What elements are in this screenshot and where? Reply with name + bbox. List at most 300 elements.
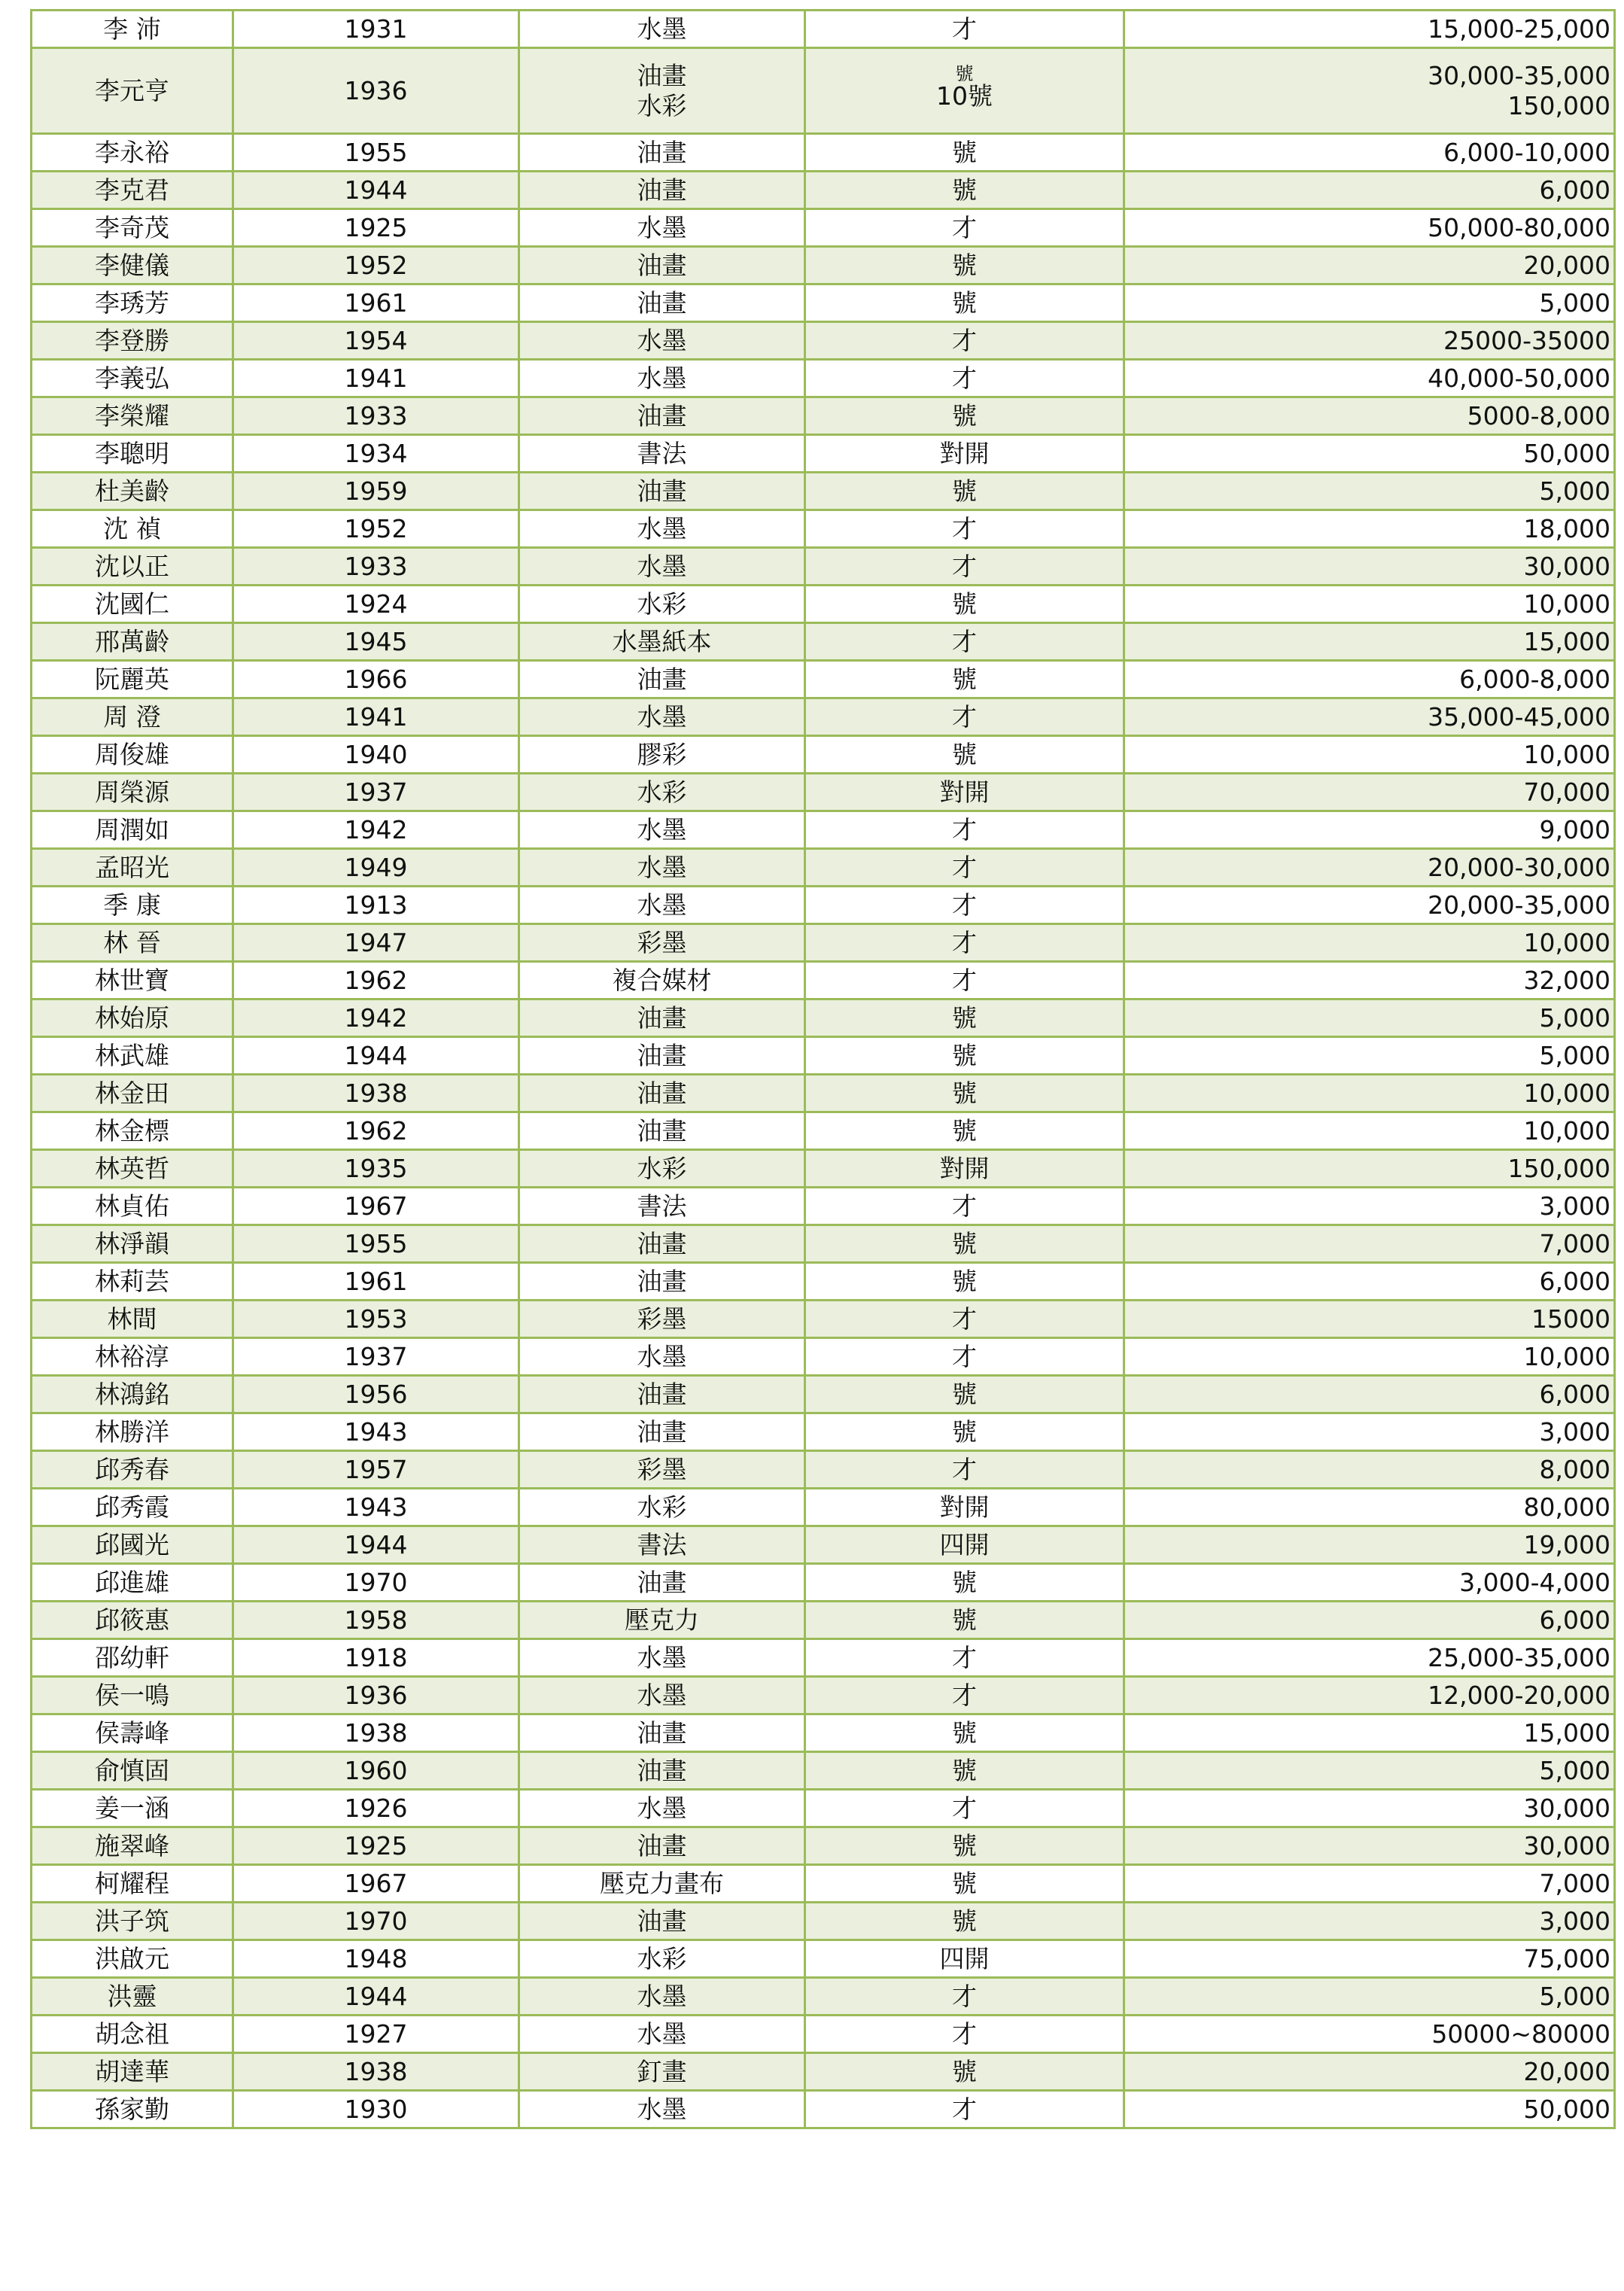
birth-year-cell: 1962	[233, 962, 519, 999]
unit-text: 才	[952, 814, 977, 844]
price-cell	[1124, 172, 1615, 209]
unit-text: 才	[952, 1680, 977, 1710]
birth-year-cell: 1931	[233, 11, 519, 48]
birth-year-cell: 1918	[233, 1639, 519, 1677]
unit-cell	[805, 360, 1124, 397]
medium-text: 油畫	[637, 1567, 687, 1597]
price-text: 30,000-35,000	[1428, 60, 1610, 90]
artist-name-cell: 李健儀	[32, 247, 233, 284]
unit-text: 號	[952, 1003, 977, 1033]
artist-name-cell: 邱筱惠	[32, 1602, 233, 1639]
price-text: 6,000	[1539, 1266, 1610, 1296]
price-cell	[1124, 1602, 1615, 1639]
medium-text: 水墨	[637, 551, 687, 581]
artist-name-cell: 李榮耀	[32, 397, 233, 435]
price-text: 3,000	[1539, 1416, 1610, 1447]
table-row	[32, 736, 1615, 774]
medium-cell	[519, 1112, 805, 1150]
unit-cell	[805, 1075, 1124, 1112]
medium-cell	[519, 1903, 805, 1940]
medium-text: 水彩	[637, 90, 687, 120]
price-cell	[1124, 473, 1615, 510]
artist-name-cell: 沈以正	[32, 548, 233, 586]
table-row	[32, 1301, 1615, 1338]
medium-cell	[519, 1338, 805, 1376]
table-row	[32, 623, 1615, 661]
artist-name-cell: 周俊雄	[32, 736, 233, 774]
unit-text: 對開	[939, 777, 990, 807]
medium-cell	[519, 1714, 805, 1752]
medium-cell	[519, 1037, 805, 1075]
medium-cell	[519, 698, 805, 736]
price-cell	[1124, 1263, 1615, 1301]
medium-text: 油畫	[637, 1830, 687, 1860]
price-text: 20,000	[1523, 2056, 1610, 2086]
unit-cell	[805, 1263, 1124, 1301]
unit-text: 號	[952, 1379, 977, 1409]
medium-text: 水墨	[637, 212, 687, 242]
price-text: 5,000	[1539, 1040, 1610, 1070]
medium-text: 彩墨	[637, 927, 687, 957]
medium-cell	[519, 1752, 805, 1790]
medium-text: 油畫	[637, 175, 687, 205]
medium-text: 油畫	[637, 1228, 687, 1258]
price-text: 12,000-20,000	[1428, 1680, 1610, 1710]
unit-cell	[805, 548, 1124, 586]
medium-cell	[519, 1376, 805, 1413]
birth-year-cell: 1953	[233, 1301, 519, 1338]
artist-name-cell: 邢萬齡	[32, 623, 233, 661]
medium-text: 油畫	[637, 288, 687, 318]
medium-text: 油畫	[637, 476, 687, 506]
price-text: 6,000-8,000	[1459, 664, 1610, 694]
unit-cell	[805, 736, 1124, 774]
unit-text: 號	[952, 1830, 977, 1860]
birth-year-cell: 1943	[233, 1489, 519, 1526]
birth-year-cell: 1943	[233, 1413, 519, 1451]
medium-cell	[519, 1677, 805, 1714]
artist-name-cell: 胡達華	[32, 2053, 233, 2091]
medium-cell	[519, 1489, 805, 1526]
unit-text: 才	[952, 852, 977, 882]
unit-cell	[805, 1301, 1124, 1338]
unit-cell	[805, 134, 1124, 172]
medium-text: 油畫	[637, 137, 687, 167]
artist-name-cell: 沈國仁	[32, 586, 233, 623]
birth-year-cell: 1940	[233, 736, 519, 774]
artist-price-table	[30, 9, 1616, 2129]
unit-cell	[805, 661, 1124, 698]
artist-name-cell: 邱秀霞	[32, 1489, 233, 1526]
price-cell	[1124, 849, 1615, 887]
table-row	[32, 360, 1615, 397]
artist-name-cell: 林 晉	[32, 924, 233, 962]
artist-name-cell: 邱國光	[32, 1526, 233, 1564]
unit-cell	[805, 1790, 1124, 1827]
price-cell	[1124, 1564, 1615, 1602]
medium-text: 水墨	[637, 701, 687, 732]
birth-year-cell: 1944	[233, 172, 519, 209]
medium-text: 水墨	[637, 1680, 687, 1710]
price-text: 20,000-35,000	[1428, 890, 1610, 920]
unit-cell	[805, 1338, 1124, 1376]
price-cell	[1124, 2053, 1615, 2091]
medium-cell	[519, 849, 805, 887]
table-row	[32, 962, 1615, 999]
table-row	[32, 1752, 1615, 1790]
birth-year-cell: 1944	[233, 1526, 519, 1564]
birth-year-cell: 1945	[233, 623, 519, 661]
birth-year-cell: 1936	[233, 1677, 519, 1714]
price-text: 70,000	[1523, 777, 1610, 807]
artist-name-cell: 施翠峰	[32, 1827, 233, 1865]
price-text: 30,000	[1523, 1793, 1610, 1823]
table-row	[32, 774, 1615, 811]
unit-text: 號	[952, 137, 977, 167]
price-text: 15,000-25,000	[1428, 14, 1610, 44]
price-cell	[1124, 322, 1615, 360]
unit-cell	[805, 1188, 1124, 1225]
table-row	[32, 1827, 1615, 1865]
birth-year-cell: 1941	[233, 698, 519, 736]
birth-year-cell: 1954	[233, 322, 519, 360]
artist-name-cell: 侯壽峰	[32, 1714, 233, 1752]
unit-cell	[805, 623, 1124, 661]
birth-year-cell: 1930	[233, 2091, 519, 2128]
medium-text: 油畫	[637, 1078, 687, 1108]
price-text: 15000	[1531, 1304, 1610, 1334]
price-text: 20,000	[1523, 250, 1610, 280]
medium-cell	[519, 1526, 805, 1564]
price-cell	[1124, 999, 1615, 1037]
unit-cell	[805, 11, 1124, 48]
medium-cell	[519, 134, 805, 172]
medium-cell	[519, 962, 805, 999]
table-row	[32, 284, 1615, 322]
unit-text: 號	[952, 589, 977, 619]
table-row	[32, 11, 1615, 48]
unit-text: 號	[952, 664, 977, 694]
unit-cell	[805, 849, 1124, 887]
price-cell	[1124, 623, 1615, 661]
table-row	[32, 924, 1615, 962]
unit-text: 號	[952, 1266, 977, 1296]
table-row	[32, 1677, 1615, 1714]
artist-name-cell: 阮麗英	[32, 661, 233, 698]
artist-name-cell: 林莉芸	[32, 1263, 233, 1301]
medium-text: 油畫	[637, 1906, 687, 1936]
artist-name-cell: 林間	[32, 1301, 233, 1338]
unit-cell	[805, 1602, 1124, 1639]
birth-year-cell: 1955	[233, 134, 519, 172]
unit-cell	[805, 209, 1124, 247]
price-text: 25000-35000	[1443, 325, 1610, 355]
medium-text: 油畫	[637, 1040, 687, 1070]
medium-text: 壓克力畫布	[600, 1868, 724, 1898]
table-row	[32, 134, 1615, 172]
unit-cell	[805, 1865, 1124, 1903]
price-text: 15,000	[1523, 626, 1610, 656]
unit-text: 號	[952, 1717, 977, 1748]
table-row	[32, 811, 1615, 849]
medium-text: 彩墨	[637, 1454, 687, 1484]
artist-name-cell: 洪子筑	[32, 1903, 233, 1940]
unit-text: 對開	[939, 1153, 990, 1183]
artist-name-cell: 林武雄	[32, 1037, 233, 1075]
price-cell	[1124, 698, 1615, 736]
price-cell	[1124, 1978, 1615, 2016]
price-cell	[1124, 1150, 1615, 1188]
price-text: 9,000	[1539, 814, 1610, 844]
price-cell	[1124, 247, 1615, 284]
artist-name-cell: 李登勝	[32, 322, 233, 360]
artist-name-cell: 林金標	[32, 1112, 233, 1150]
price-text: 25,000-35,000	[1428, 1642, 1610, 1672]
table-row	[32, 435, 1615, 473]
medium-cell	[519, 360, 805, 397]
medium-text: 油畫	[637, 664, 687, 694]
table-row	[32, 661, 1615, 698]
birth-year-cell: 1970	[233, 1903, 519, 1940]
medium-text: 水墨	[637, 1981, 687, 2011]
table-row	[32, 1940, 1615, 1978]
price-cell	[1124, 774, 1615, 811]
unit-text: 號	[952, 1078, 977, 1108]
unit-cell	[805, 1564, 1124, 1602]
price-text: 150,000	[1507, 1153, 1610, 1183]
price-text: 10,000	[1523, 927, 1610, 957]
price-text: 6,000-10,000	[1443, 137, 1610, 167]
price-cell	[1124, 1865, 1615, 1903]
unit-text: 號	[952, 175, 977, 205]
unit-cell	[805, 1639, 1124, 1677]
unit-text: 才	[952, 14, 977, 44]
medium-text: 水墨	[637, 890, 687, 920]
price-cell	[1124, 1827, 1615, 1865]
unit-cell	[805, 48, 1124, 134]
price-cell	[1124, 134, 1615, 172]
unit-cell	[805, 1526, 1124, 1564]
medium-cell	[519, 811, 805, 849]
unit-text: 才	[952, 1341, 977, 1371]
unit-cell	[805, 999, 1124, 1037]
price-text: 8,000	[1539, 1454, 1610, 1484]
table-row	[32, 2016, 1615, 2053]
medium-cell	[519, 1978, 805, 2016]
artist-name-cell: 邵幼軒	[32, 1639, 233, 1677]
medium-text: 壓克力	[625, 1605, 699, 1635]
price-text: 5,000	[1539, 1755, 1610, 1785]
medium-cell	[519, 1225, 805, 1263]
price-cell	[1124, 1075, 1615, 1112]
unit-cell	[805, 1376, 1124, 1413]
unit-cell	[805, 1752, 1124, 1790]
table-row	[32, 1338, 1615, 1376]
unit-text: 對開	[939, 438, 990, 468]
medium-text: 水墨	[637, 814, 687, 844]
unit-cell	[805, 1714, 1124, 1752]
unit-cell	[805, 473, 1124, 510]
unit-cell	[805, 1112, 1124, 1150]
medium-cell	[519, 1790, 805, 1827]
price-text: 5000-8,000	[1467, 400, 1610, 431]
artist-name-cell: 李琇芳	[32, 284, 233, 322]
medium-text: 油畫	[637, 250, 687, 280]
birth-year-cell: 1925	[233, 209, 519, 247]
unit-cell	[805, 887, 1124, 924]
unit-text: 號	[952, 1906, 977, 1936]
artist-name-cell: 李義弘	[32, 360, 233, 397]
birth-year-cell: 1966	[233, 661, 519, 698]
artist-name-cell: 李永裕	[32, 134, 233, 172]
artist-name-cell: 俞慎固	[32, 1752, 233, 1790]
unit-cell	[805, 1827, 1124, 1865]
price-text: 6,000	[1539, 175, 1610, 205]
birth-year-cell: 1961	[233, 284, 519, 322]
medium-cell	[519, 247, 805, 284]
artist-name-cell: 林始原	[32, 999, 233, 1037]
price-cell	[1124, 209, 1615, 247]
unit-text: 號	[952, 250, 977, 280]
unit-text: 號	[952, 1115, 977, 1146]
medium-cell	[519, 924, 805, 962]
price-text: 6,000	[1539, 1379, 1610, 1409]
medium-text: 水墨	[637, 2094, 687, 2124]
unit-cell	[805, 284, 1124, 322]
unit-text: 四開	[939, 1943, 990, 1973]
price-cell	[1124, 1639, 1615, 1677]
table-body	[32, 11, 1615, 2128]
price-text: 30,000	[1523, 1830, 1610, 1860]
unit-cell	[805, 774, 1124, 811]
medium-text: 水彩	[637, 1492, 687, 1522]
table-row	[32, 1602, 1615, 1639]
unit-text: 才	[952, 1191, 977, 1221]
artist-name-cell: 林勝洋	[32, 1413, 233, 1451]
price-text: 50000~80000	[1431, 2019, 1610, 2049]
birth-year-cell: 1926	[233, 1790, 519, 1827]
medium-text: 水墨紙本	[612, 626, 712, 656]
table-row	[32, 1075, 1615, 1112]
medium-cell	[519, 322, 805, 360]
medium-cell	[519, 1150, 805, 1188]
unit-cell	[805, 1978, 1124, 2016]
unit-cell	[805, 247, 1124, 284]
table-row	[32, 247, 1615, 284]
medium-text: 水墨	[637, 1793, 687, 1823]
birth-year-cell: 1936	[233, 48, 519, 134]
price-cell	[1124, 1489, 1615, 1526]
birth-year-cell: 1944	[233, 1037, 519, 1075]
table-row	[32, 849, 1615, 887]
price-text: 20,000-30,000	[1428, 852, 1610, 882]
unit-cell	[805, 1150, 1124, 1188]
artist-name-cell: 洪啟元	[32, 1940, 233, 1978]
unit-cell	[805, 510, 1124, 548]
price-cell	[1124, 736, 1615, 774]
birth-year-cell: 1944	[233, 1978, 519, 2016]
medium-cell	[519, 1301, 805, 1338]
table-row	[32, 1413, 1615, 1451]
table-row	[32, 397, 1615, 435]
unit-cell	[805, 924, 1124, 962]
artist-name-cell: 邱進雄	[32, 1564, 233, 1602]
table-row	[32, 473, 1615, 510]
birth-year-cell: 1925	[233, 1827, 519, 1865]
medium-text: 彩墨	[637, 1304, 687, 1334]
price-cell	[1124, 1225, 1615, 1263]
medium-cell	[519, 510, 805, 548]
unit-cell	[805, 2091, 1124, 2128]
medium-text: 油畫	[637, 60, 687, 90]
price-cell	[1124, 435, 1615, 473]
unit-cell	[805, 962, 1124, 999]
birth-year-cell: 1937	[233, 1338, 519, 1376]
artist-name-cell: 季 康	[32, 887, 233, 924]
medium-text: 水墨	[637, 513, 687, 543]
unit-text: 才	[952, 1793, 977, 1823]
table-row	[32, 1489, 1615, 1526]
unit-cell	[805, 1677, 1124, 1714]
unit-text: 號	[952, 1605, 977, 1635]
unit-text: 號	[952, 1567, 977, 1597]
table-row	[32, 1188, 1615, 1225]
unit-text: 才	[952, 363, 977, 393]
unit-text: 號	[955, 62, 974, 84]
medium-cell	[519, 1564, 805, 1602]
birth-year-cell: 1955	[233, 1225, 519, 1263]
medium-text: 書法	[637, 438, 687, 468]
birth-year-cell: 1924	[233, 586, 519, 623]
price-cell	[1124, 661, 1615, 698]
table-row	[32, 172, 1615, 209]
price-text: 7,000	[1539, 1228, 1610, 1258]
price-cell	[1124, 284, 1615, 322]
birth-year-cell: 1935	[233, 1150, 519, 1188]
table-row	[32, 2053, 1615, 2091]
price-cell	[1124, 360, 1615, 397]
medium-text: 油畫	[637, 400, 687, 431]
artist-name-cell: 林金田	[32, 1075, 233, 1112]
price-text: 3,000	[1539, 1906, 1610, 1936]
unit-cell	[805, 1489, 1124, 1526]
unit-text: 才	[952, 626, 977, 656]
price-text: 30,000	[1523, 551, 1610, 581]
medium-cell	[519, 1075, 805, 1112]
price-text: 6,000	[1539, 1605, 1610, 1635]
birth-year-cell: 1967	[233, 1865, 519, 1903]
table-row	[32, 887, 1615, 924]
price-text: 35,000-45,000	[1428, 701, 1610, 732]
unit-cell	[805, 1940, 1124, 1978]
artist-name-cell: 周 澄	[32, 698, 233, 736]
table-row	[32, 698, 1615, 736]
price-text: 10,000	[1523, 1078, 1610, 1108]
artist-name-cell: 李元亨	[32, 48, 233, 134]
unit-cell	[805, 1413, 1124, 1451]
birth-year-cell: 1947	[233, 924, 519, 962]
price-cell	[1124, 548, 1615, 586]
price-cell	[1124, 1413, 1615, 1451]
medium-text: 膠彩	[637, 739, 687, 769]
medium-cell	[519, 1413, 805, 1451]
birth-year-cell: 1941	[233, 360, 519, 397]
medium-text: 水墨	[637, 14, 687, 44]
unit-text: 號	[952, 1755, 977, 1785]
price-cell	[1124, 1526, 1615, 1564]
medium-cell	[519, 586, 805, 623]
medium-cell	[519, 209, 805, 247]
